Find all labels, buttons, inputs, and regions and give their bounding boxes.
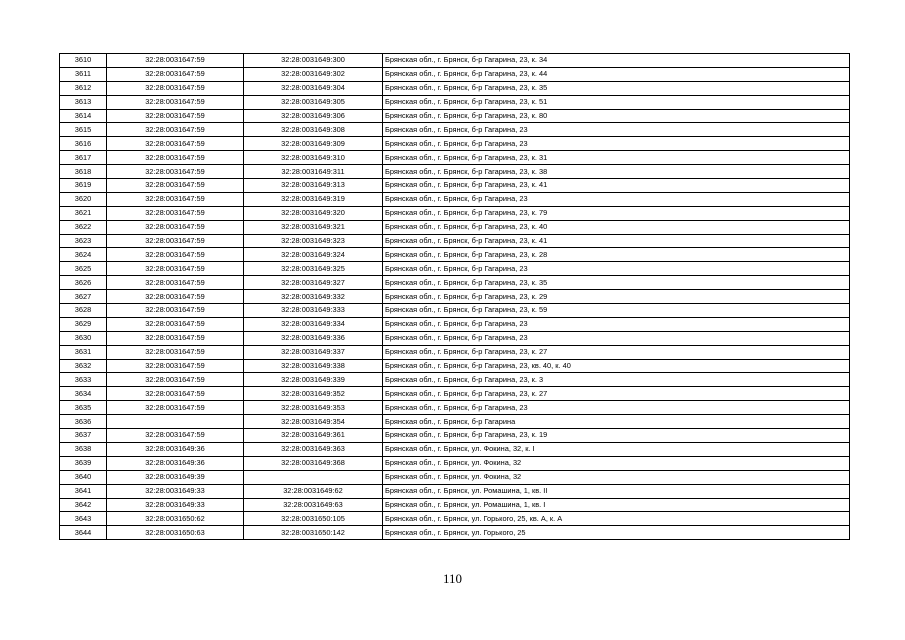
parent-cadastral-number-cell: 32:28:0031647:59 xyxy=(107,262,244,276)
cadastral-number-cell: 32:28:0031649:308 xyxy=(244,123,383,137)
address-cell: Брянская обл., г. Брянск, б-р Гагарина, 23 xyxy=(383,262,850,276)
table-row xyxy=(60,317,850,331)
parent-cadastral-number-cell: 32:28:0031647:59 xyxy=(107,345,244,359)
parent-cadastral-number-cell: 32:28:0031650:62 xyxy=(107,512,244,526)
cadastral-number-cell: 32:28:0031649:354 xyxy=(244,415,383,429)
row-number-cell: 3616 xyxy=(60,137,107,151)
address-cell: Брянская обл., г. Брянск, б-р Гагарина, 23 xyxy=(383,401,850,415)
cadastral-number-cell: 32:28:0031649:313 xyxy=(244,179,383,193)
table-row xyxy=(60,526,850,540)
address-cell: Брянская обл., г. Брянск, б-р Гагарина, 23, к. 59 xyxy=(383,304,850,318)
address-cell: Брянская обл., г. Брянск, б-р Гагарина, 23, к. 34 xyxy=(383,54,850,68)
address-cell: Брянская обл., г. Брянск, ул. Ромашина, 1, кв. II xyxy=(383,484,850,498)
parent-cadastral-number-cell: 32:28:0031647:59 xyxy=(107,276,244,290)
cadastral-number-cell: 32:28:0031649:368 xyxy=(244,456,383,470)
cadastral-number-cell: 32:28:0031649:337 xyxy=(244,345,383,359)
parent-cadastral-number-cell: 32:28:0031647:59 xyxy=(107,304,244,318)
row-number-cell: 3642 xyxy=(60,498,107,512)
table-row xyxy=(60,248,850,262)
cadastral-number-cell: 32:28:0031649:332 xyxy=(244,290,383,304)
parent-cadastral-number-cell: 32:28:0031650:63 xyxy=(107,526,244,540)
parent-cadastral-number-cell: 32:28:0031647:59 xyxy=(107,401,244,415)
row-number-cell: 3611 xyxy=(60,67,107,81)
table-row xyxy=(60,290,850,304)
row-number-cell: 3622 xyxy=(60,220,107,234)
table-row xyxy=(60,151,850,165)
cadastral-number-cell: 32:28:0031649:309 xyxy=(244,137,383,151)
table-row xyxy=(60,137,850,151)
address-cell: Брянская обл., г. Брянск, ул. Горького, 25 xyxy=(383,526,850,540)
address-cell: Брянская обл., г. Брянск, б-р Гагарина, 23, к. 51 xyxy=(383,95,850,109)
parent-cadastral-number-cell: 32:28:0031649:39 xyxy=(107,470,244,484)
parent-cadastral-number-cell: 32:28:0031647:59 xyxy=(107,54,244,68)
address-cell: Брянская обл., г. Брянск, б-р Гагарина, 23, к. 41 xyxy=(383,179,850,193)
address-cell: Брянская обл., г. Брянск, б-р Гагарина, 23, к. 19 xyxy=(383,429,850,443)
table-row xyxy=(60,456,850,470)
cadastral-number-cell: 32:28:0031649:336 xyxy=(244,331,383,345)
parent-cadastral-number-cell: 32:28:0031647:59 xyxy=(107,192,244,206)
address-cell: Брянская обл., г. Брянск, б-р Гагарина, 23, к. 31 xyxy=(383,151,850,165)
parent-cadastral-number-cell: 32:28:0031647:59 xyxy=(107,429,244,443)
cadastral-number-cell: 32:28:0031649:333 xyxy=(244,304,383,318)
row-number-cell: 3610 xyxy=(60,54,107,68)
parent-cadastral-number-cell: 32:28:0031647:59 xyxy=(107,123,244,137)
cadastral-number-cell: 32:28:0031649:305 xyxy=(244,95,383,109)
table-row xyxy=(60,498,850,512)
parent-cadastral-number-cell: 32:28:0031647:59 xyxy=(107,206,244,220)
table-row xyxy=(60,234,850,248)
parent-cadastral-number-cell: 32:28:0031649:36 xyxy=(107,456,244,470)
row-number-cell: 3615 xyxy=(60,123,107,137)
table-row xyxy=(60,179,850,193)
row-number-cell: 3640 xyxy=(60,470,107,484)
address-cell: Брянская обл., г. Брянск, б-р Гагарина xyxy=(383,415,850,429)
row-number-cell: 3626 xyxy=(60,276,107,290)
address-cell: Брянская обл., г. Брянск, б-р Гагарина, 23 xyxy=(383,192,850,206)
address-cell: Брянская обл., г. Брянск, б-р Гагарина, 23, к. 41 xyxy=(383,234,850,248)
parent-cadastral-number-cell: 32:28:0031649:33 xyxy=(107,484,244,498)
parent-cadastral-number-cell: 32:28:0031647:59 xyxy=(107,179,244,193)
row-number-cell: 3638 xyxy=(60,442,107,456)
row-number-cell: 3634 xyxy=(60,387,107,401)
parent-cadastral-number-cell: 32:28:0031647:59 xyxy=(107,67,244,81)
cadastral-number-cell: 32:28:0031649:63 xyxy=(244,498,383,512)
row-number-cell: 3625 xyxy=(60,262,107,276)
row-number-cell: 3619 xyxy=(60,179,107,193)
address-cell: Брянская обл., г. Брянск, б-р Гагарина, 23, к. 3 xyxy=(383,373,850,387)
cadastral-number-cell: 32:28:0031649:323 xyxy=(244,234,383,248)
table-row xyxy=(60,512,850,526)
table-row xyxy=(60,192,850,206)
table-body xyxy=(60,54,850,540)
row-number-cell: 3628 xyxy=(60,304,107,318)
parent-cadastral-number-cell: 32:28:0031647:59 xyxy=(107,165,244,179)
parent-cadastral-number-cell: 32:28:0031649:36 xyxy=(107,442,244,456)
row-number-cell: 3635 xyxy=(60,401,107,415)
address-cell: Брянская обл., г. Брянск, б-р Гагарина, 23, к. 80 xyxy=(383,109,850,123)
table-row xyxy=(60,262,850,276)
address-cell: Брянская обл., г. Брянск, ул. Фокина, 32 xyxy=(383,470,850,484)
row-number-cell: 3624 xyxy=(60,248,107,262)
table-row xyxy=(60,359,850,373)
cadastral-number-cell: 32:28:0031650:142 xyxy=(244,526,383,540)
cadastral-number-cell: 32:28:0031649:334 xyxy=(244,317,383,331)
table-row xyxy=(60,429,850,443)
row-number-cell: 3612 xyxy=(60,81,107,95)
cadastral-number-cell: 32:28:0031649:325 xyxy=(244,262,383,276)
address-cell: Брянская обл., г. Брянск, б-р Гагарина, 23, к. 35 xyxy=(383,276,850,290)
address-cell: Брянская обл., г. Брянск, б-р Гагарина, 23, к. 44 xyxy=(383,67,850,81)
parent-cadastral-number-cell: 32:28:0031647:59 xyxy=(107,95,244,109)
table-row xyxy=(60,387,850,401)
parent-cadastral-number-cell: 32:28:0031647:59 xyxy=(107,331,244,345)
parent-cadastral-number-cell xyxy=(107,415,244,429)
row-number-cell: 3623 xyxy=(60,234,107,248)
cadastral-number-cell: 32:28:0031649:324 xyxy=(244,248,383,262)
parent-cadastral-number-cell: 32:28:0031649:33 xyxy=(107,498,244,512)
address-cell: Брянская обл., г. Брянск, б-р Гагарина, 23, к. 79 xyxy=(383,206,850,220)
row-number-cell: 3637 xyxy=(60,429,107,443)
table-row xyxy=(60,373,850,387)
cadastral-number-cell: 32:28:0031649:311 xyxy=(244,165,383,179)
table-row xyxy=(60,470,850,484)
address-cell: Брянская обл., г. Брянск, б-р Гагарина, 23, к. 38 xyxy=(383,165,850,179)
parent-cadastral-number-cell: 32:28:0031647:59 xyxy=(107,359,244,373)
table-row xyxy=(60,442,850,456)
parent-cadastral-number-cell: 32:28:0031647:59 xyxy=(107,109,244,123)
parent-cadastral-number-cell: 32:28:0031647:59 xyxy=(107,151,244,165)
row-number-cell: 3644 xyxy=(60,526,107,540)
cadastral-number-cell: 32:28:0031650:105 xyxy=(244,512,383,526)
table-row xyxy=(60,95,850,109)
cadastral-number-cell: 32:28:0031649:339 xyxy=(244,373,383,387)
row-number-cell: 3632 xyxy=(60,359,107,373)
address-cell: Брянская обл., г. Брянск, б-р Гагарина, 23, к. 35 xyxy=(383,81,850,95)
row-number-cell: 3633 xyxy=(60,373,107,387)
cadastral-number-cell: 32:28:0031649:304 xyxy=(244,81,383,95)
row-number-cell: 3614 xyxy=(60,109,107,123)
row-number-cell: 3620 xyxy=(60,192,107,206)
table-row xyxy=(60,206,850,220)
cadastral-number-cell: 32:28:0031649:319 xyxy=(244,192,383,206)
cadastral-number-cell: 32:28:0031649:361 xyxy=(244,429,383,443)
parent-cadastral-number-cell: 32:28:0031647:59 xyxy=(107,387,244,401)
cadastral-number-cell xyxy=(244,470,383,484)
row-number-cell: 3631 xyxy=(60,345,107,359)
address-cell: Брянская обл., г. Брянск, б-р Гагарина, 23 xyxy=(383,331,850,345)
table-row xyxy=(60,331,850,345)
cadastral-number-cell: 32:28:0031649:62 xyxy=(244,484,383,498)
address-cell: Брянская обл., г. Брянск, б-р Гагарина, 23, к. 29 xyxy=(383,290,850,304)
row-number-cell: 3627 xyxy=(60,290,107,304)
row-number-cell: 3613 xyxy=(60,95,107,109)
address-cell: Брянская обл., г. Брянск, ул. Фокина, 32 xyxy=(383,456,850,470)
table-row xyxy=(60,81,850,95)
table-row xyxy=(60,276,850,290)
cadastral-number-cell: 32:28:0031649:327 xyxy=(244,276,383,290)
table-row xyxy=(60,54,850,68)
table-row xyxy=(60,67,850,81)
address-cell: Брянская обл., г. Брянск, ул. Ромашина, 1, кв. I xyxy=(383,498,850,512)
table-row xyxy=(60,415,850,429)
table-row xyxy=(60,220,850,234)
table-row xyxy=(60,401,850,415)
row-number-cell: 3630 xyxy=(60,331,107,345)
cadastral-number-cell: 32:28:0031649:310 xyxy=(244,151,383,165)
parent-cadastral-number-cell: 32:28:0031647:59 xyxy=(107,248,244,262)
address-cell: Брянская обл., г. Брянск, ул. Фокина, 32, к. I xyxy=(383,442,850,456)
address-cell: Брянская обл., г. Брянск, б-р Гагарина, 23, к. 28 xyxy=(383,248,850,262)
row-number-cell: 3639 xyxy=(60,456,107,470)
row-number-cell: 3617 xyxy=(60,151,107,165)
cadastral-number-cell: 32:28:0031649:320 xyxy=(244,206,383,220)
table-row xyxy=(60,123,850,137)
cadastral-number-cell: 32:28:0031649:363 xyxy=(244,442,383,456)
parent-cadastral-number-cell: 32:28:0031647:59 xyxy=(107,137,244,151)
address-cell: Брянская обл., г. Брянск, б-р Гагарина, 23 xyxy=(383,123,850,137)
parent-cadastral-number-cell: 32:28:0031647:59 xyxy=(107,290,244,304)
row-number-cell: 3636 xyxy=(60,415,107,429)
table-row xyxy=(60,165,850,179)
parent-cadastral-number-cell: 32:28:0031647:59 xyxy=(107,317,244,331)
table-row xyxy=(60,109,850,123)
row-number-cell: 3643 xyxy=(60,512,107,526)
cadastral-number-cell: 32:28:0031649:300 xyxy=(244,54,383,68)
cadastral-number-cell: 32:28:0031649:338 xyxy=(244,359,383,373)
cadastral-table xyxy=(59,53,850,540)
table-row xyxy=(60,484,850,498)
cadastral-number-cell: 32:28:0031649:352 xyxy=(244,387,383,401)
address-cell: Брянская обл., г. Брянск, б-р Гагарина, 23, кв. 40, к. 40 xyxy=(383,359,850,373)
address-cell: Брянская обл., г. Брянск, б-р Гагарина, 23, к. 27 xyxy=(383,387,850,401)
row-number-cell: 3629 xyxy=(60,317,107,331)
parent-cadastral-number-cell: 32:28:0031647:59 xyxy=(107,81,244,95)
row-number-cell: 3621 xyxy=(60,206,107,220)
parent-cadastral-number-cell: 32:28:0031647:59 xyxy=(107,234,244,248)
address-cell: Брянская обл., г. Брянск, ул. Горького, 25, кв. А, к. А xyxy=(383,512,850,526)
address-cell: Брянская обл., г. Брянск, б-р Гагарина, 23, к. 27 xyxy=(383,345,850,359)
cadastral-number-cell: 32:28:0031649:302 xyxy=(244,67,383,81)
cadastral-number-cell: 32:28:0031649:353 xyxy=(244,401,383,415)
table-row xyxy=(60,304,850,318)
parent-cadastral-number-cell: 32:28:0031647:59 xyxy=(107,373,244,387)
row-number-cell: 3618 xyxy=(60,165,107,179)
address-cell: Брянская обл., г. Брянск, б-р Гагарина, 23 xyxy=(383,137,850,151)
address-cell: Брянская обл., г. Брянск, б-р Гагарина, 23 xyxy=(383,317,850,331)
cadastral-number-cell: 32:28:0031649:306 xyxy=(244,109,383,123)
address-cell: Брянская обл., г. Брянск, б-р Гагарина, 23, к. 40 xyxy=(383,220,850,234)
parent-cadastral-number-cell: 32:28:0031647:59 xyxy=(107,220,244,234)
page-number: 110 xyxy=(442,571,463,586)
table-row xyxy=(60,345,850,359)
row-number-cell: 3641 xyxy=(60,484,107,498)
cadastral-number-cell: 32:28:0031649:321 xyxy=(244,220,383,234)
